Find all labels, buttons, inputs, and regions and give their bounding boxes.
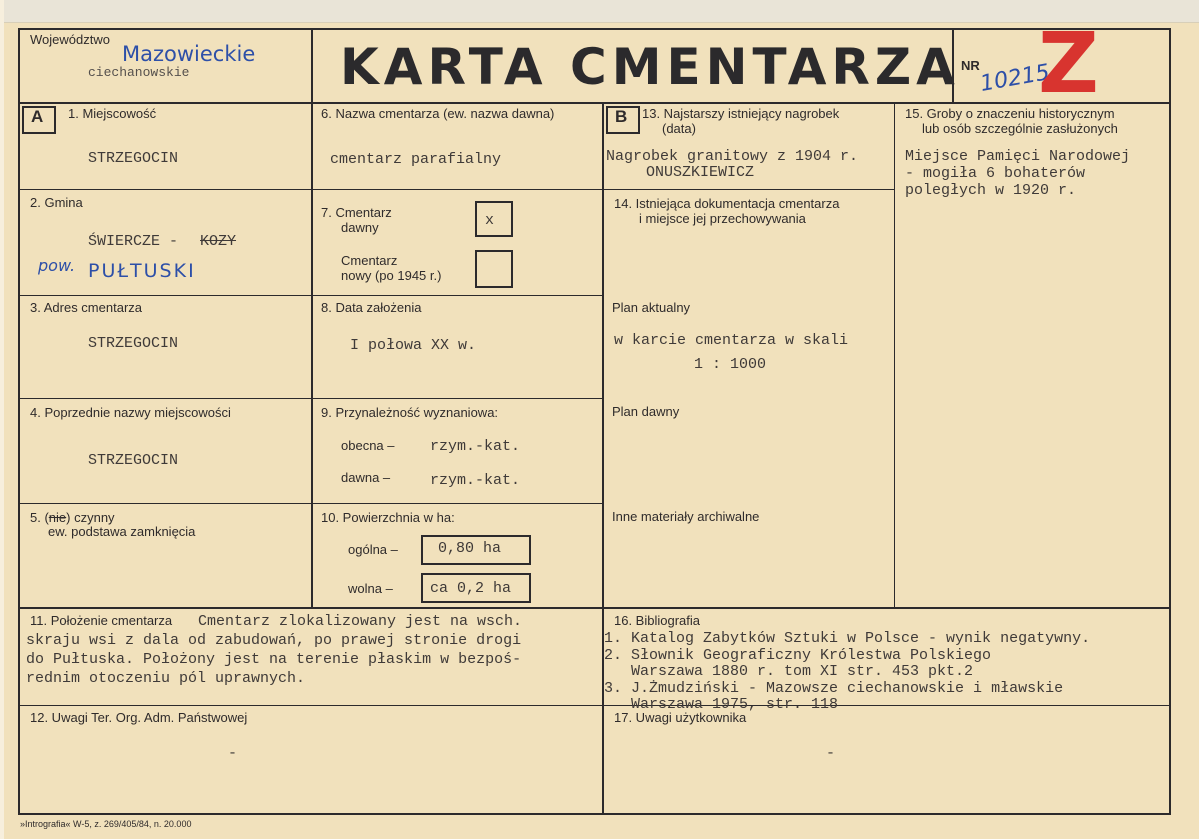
field14-inne: Inne materiały archiwalne	[612, 509, 760, 524]
field12-label: 12. Uwagi Ter. Org. Adm. Państwowej	[30, 710, 248, 725]
field9-dawna-value: rzym.-kat.	[430, 472, 521, 489]
field9-obecna-value: rzym.-kat.	[430, 438, 521, 455]
field10-label: 10. Powierzchnia w ha:	[321, 510, 455, 525]
frame-bottom	[18, 813, 1171, 815]
field16-line2: 2. Słownik Geograficzny Królestwa Polskiego	[604, 647, 992, 664]
field9-obecna-label: obecna –	[341, 438, 395, 453]
voivodeship-label: Województwo	[30, 32, 110, 47]
field3-label: 3. Adres cmentarza	[30, 300, 142, 315]
top-paper-strip	[0, 0, 1199, 23]
field3-value: STRZEGOCIN	[88, 335, 179, 352]
row-line-b1	[603, 189, 895, 190]
field15-value1: Miejsce Pamięci Narodowej	[905, 148, 1131, 165]
field1-label: 1. Miejscowość	[68, 106, 157, 121]
field5-suffix: ) czynny	[66, 510, 115, 525]
card-title: KARTA CMENTARZA	[340, 38, 960, 96]
field14-label: 14. Istniejąca dokumentacja cmentarza	[614, 196, 840, 211]
header-divider	[18, 102, 1171, 104]
row-line-a3	[18, 398, 603, 399]
field10-ogolna-value: 0,80 ha	[438, 540, 502, 557]
row-line-a4	[18, 503, 603, 504]
col-divider-1	[311, 102, 313, 608]
field14-plan-aktualny: Plan aktualny	[612, 300, 691, 315]
field13-label: 13. Najstarszy istniejący nagrobek	[642, 106, 840, 121]
field9-label: 9. Przynależność wyznaniowa:	[321, 405, 499, 420]
field2-pow-value: PUŁTUSKI	[88, 260, 196, 282]
voivodeship-value: Mazowieckie	[122, 42, 256, 66]
header-vline-1	[311, 28, 313, 104]
field15-label2: lub osób szczególnie zasłużonych	[922, 121, 1118, 136]
field13-value2: ONUSZKIEWICZ	[646, 164, 755, 181]
field15-value2: - mogiła 6 bohaterów	[905, 165, 1086, 182]
field5-label2: ew. podstawa zamknięcia	[48, 524, 196, 539]
field9-dawna-label: dawna –	[341, 470, 391, 485]
field11-line3: do Pułtuska. Położony jest na terenie płaskim w bezpoś-	[26, 651, 522, 668]
field16-line4: 3. J.Żmudziński - Mazowsze ciechanowskie i mławskie	[604, 680, 1064, 697]
field11-label: 11. Położenie cmentarza	[30, 613, 173, 628]
section-b-letter: B	[615, 107, 628, 126]
field14-label2: i miejsce jej przechowywania	[639, 211, 806, 226]
col-divider-2	[602, 102, 604, 814]
field8-value: I połowa XX w.	[350, 337, 477, 354]
field4-label: 4. Poprzednie nazwy miejscowości	[30, 405, 231, 420]
field15-value3: poległych w 1920 r.	[905, 182, 1077, 199]
printer-imprint: »Intrografia« W-5, z. 269/405/84, n. 20.000	[20, 819, 192, 829]
field10-wolna-value: ca 0,2 ha	[430, 580, 512, 597]
field2-struck: KOZY	[200, 233, 237, 250]
left-paper-edge	[0, 0, 4, 839]
field7-checkbox-nowy	[475, 250, 513, 288]
field7-mark: x	[485, 212, 495, 229]
field6-value: cmentarz parafialny	[330, 151, 502, 168]
field16-line3: Warszawa 1880 r. tom XI str. 453 pkt.2	[631, 663, 974, 680]
field12-value: -	[228, 745, 238, 762]
section-a-letter: A	[31, 107, 44, 126]
field10-wolna-label: wolna –	[348, 581, 393, 596]
field7-label2-b: nowy (po 1945 r.)	[341, 268, 442, 283]
field5-label	[30, 510, 115, 525]
field7-label2: Cmentarz	[341, 253, 398, 268]
col-divider-3	[894, 102, 895, 608]
field11-line4: rednim otoczeniu pól uprawnych.	[26, 670, 306, 687]
field14-plan-value1: w karcie cmentarza w skali	[614, 332, 849, 349]
field4-value: STRZEGOCIN	[88, 452, 179, 469]
voivodeship-old: ciechanowskie	[88, 65, 190, 80]
field2-label: 2. Gmina	[30, 195, 83, 210]
field11-line1: Cmentarz zlokalizowany jest na wsch.	[198, 613, 523, 630]
field5-struck: nie	[48, 510, 67, 525]
field7-label: 7. Cmentarz	[321, 205, 392, 220]
field15-label: 15. Groby o znaczeniu historycznym	[905, 106, 1115, 121]
frame-top	[18, 28, 1171, 30]
frame-left	[18, 28, 20, 815]
field2-value: ŚWIERCZE -	[88, 233, 179, 250]
row-line-a2	[18, 295, 603, 296]
field10-ogolna-label: ogólna –	[348, 542, 398, 557]
field16-line5: Warszawa 1975, str. 118	[631, 696, 839, 713]
field16-line1: 1. Katalog Zabytków Sztuki w Polsce - wynik negatywny.	[604, 630, 1091, 647]
field16-label: 16. Bibliografia	[614, 613, 700, 628]
frame-right	[1169, 28, 1171, 815]
field8-label: 8. Data założenia	[321, 300, 422, 315]
field13-value1: Nagrobek granitowy z 1904 r.	[606, 148, 859, 165]
nr-value: 10215	[978, 60, 1052, 97]
field13-label2: (data)	[662, 121, 696, 136]
field5-prefix: 5. (	[30, 510, 49, 525]
nr-label: NR	[961, 58, 980, 73]
field14-plan-dawny: Plan dawny	[612, 404, 680, 419]
field1-value: STRZEGOCIN	[88, 150, 179, 167]
row-line-bottom	[18, 705, 1171, 706]
red-mark: Z	[1038, 14, 1099, 112]
field6-label: 6. Nazwa cmentarza (ew. nazwa dawna)	[321, 106, 555, 121]
row-line-a1	[18, 189, 603, 190]
field14-plan-value2: 1 : 1000	[694, 356, 767, 373]
field17-value: -	[826, 745, 836, 762]
row-line-main	[18, 607, 1171, 609]
field11-line2: skraju wsi z dala od zabudowań, po prawej stronie drogi	[26, 632, 522, 649]
field7-label-b: dawny	[341, 220, 379, 235]
field17-label: 17. Uwagi użytkownika	[614, 710, 747, 725]
field2-pow-label: pow.	[38, 256, 76, 275]
